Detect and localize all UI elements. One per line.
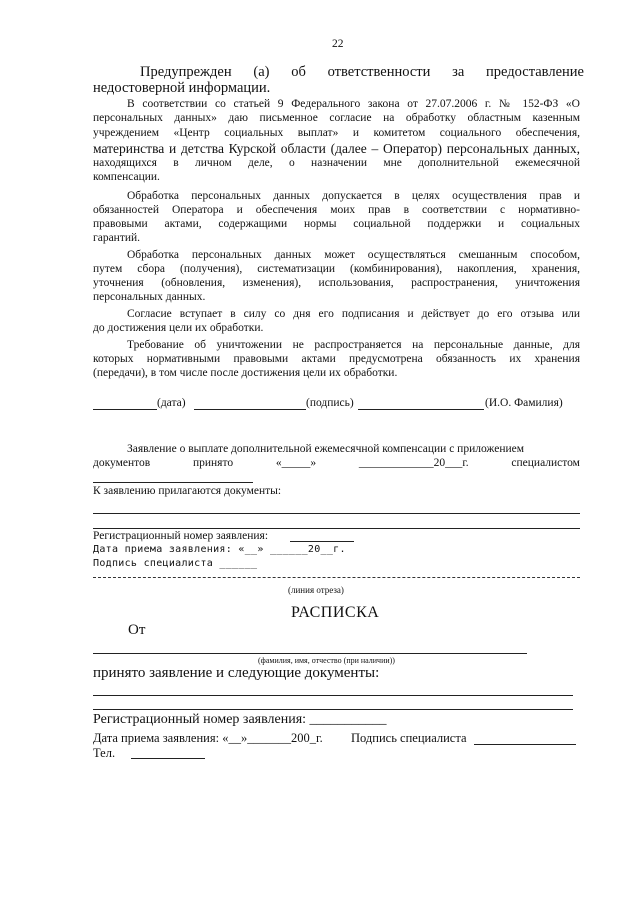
consent-p5-line: Требование об уничтожении не распространяется на персональные данные, для [127,339,580,351]
receipt-specialist-underline[interactable] [474,744,576,745]
acceptance-day-field[interactable]: «_____» [275,457,317,469]
consent-p5-line: (передачи), в том числе после достижения цели их обработки. [93,367,398,379]
signature-underline[interactable] [194,409,306,410]
documents-line[interactable] [93,513,580,514]
receipt-documents-line[interactable] [93,709,573,710]
receipt-date-received: Дата приема заявления: «__»_______200_г. [93,731,323,745]
warning-word: (а) [253,64,270,80]
cut-line-label: (линия отреза) [288,585,344,595]
receipt-specialist-sign-label: Подпись специалиста [351,731,467,745]
consent-p3-line: путем сбора (получения), систематизации (комбинирования), накопления, хранения, [93,263,580,275]
receipt-documents-line[interactable] [93,695,573,696]
warning-line-2: недостоверной информации. [93,80,271,96]
warning-word: ответственности [327,64,431,80]
reg-number-label: Регистрационный номер заявления: [93,530,269,542]
warning-line-1 [140,64,584,81]
acceptance-line-1: Заявление о выплате дополнительной ежемесячной компенсации с приложением [127,443,525,455]
consent-p4-line: Согласие вступает в силу со дня его подписания и действует до его отзыва или [127,308,580,320]
receipt-reg-number: Регистрационный номер заявления: ___________ [93,712,387,727]
date-received-label: Дата приема заявления: «__» ______20__г. [93,544,346,555]
attached-documents-label: К заявлению прилагаются документы: [93,485,282,497]
page-number: 22 [332,38,344,50]
consent-p2-line: правовыми актами, содержащими нормы социальной поддержки и социальных [93,218,580,230]
consent-p2-line: обязанностей Оператора и обеспечения моих прав в соответствии с нормативно- [93,204,580,216]
consent-p3-line: Обработка персональных данных может осуществляться смешанным способом, [127,249,580,261]
specialist-underline[interactable] [93,482,253,483]
fio-caption: (фамилия, имя, отчество (при наличии)) [258,656,395,665]
consent-p1-line: учреждением «Центр социальных выплат» и комитетом социального обеспечения, [93,127,580,139]
consent-p1-line: компенсации. [93,171,160,183]
acceptance-word: документов [93,457,151,469]
name-underline[interactable] [358,409,484,410]
consent-p1-line: персональных данных» даю письменное согласие на обработку областным казенным [93,112,580,124]
receipt-accepted-label: принято заявление и следующие документы: [93,665,380,681]
warning-word: предоставление [486,64,584,80]
acceptance-word: принято [192,457,234,469]
date-caption: (дата) [157,397,186,409]
receipt-title: РАСПИСКА [291,604,380,621]
warning-word: за [452,64,465,80]
acceptance-line-2 [93,457,580,469]
consent-p2-line: гарантий. [93,232,141,244]
warning-word: об [291,64,306,80]
consent-p1-line: материнства и детства Курской области (далее – Оператор) персональных данных, [93,141,580,156]
consent-p3-line: уточнения (обновления, изменения), использования, распространения, уничтожения [93,277,580,289]
receipt-phone-label: Тел. [93,746,116,760]
fio-underline[interactable] [93,653,527,654]
date-underline[interactable] [93,409,157,410]
consent-p1-line: В соответствии со статьей 9 Федерального закона от 27.07.2006 г. № 152-ФЗ «О [127,98,580,110]
name-caption: (И.О. Фамилия) [485,397,563,409]
consent-p2-line: Обработка персональных данных допускается в целях осуществления прав и [127,190,580,202]
signature-caption: (подпись) [306,397,354,409]
acceptance-date-field[interactable]: _____________20___г. [358,457,469,469]
warning-word: Предупрежден [140,64,232,80]
specialist-sign-label: Подпись специалиста ______ [93,558,258,569]
consent-p3-line: персональных данных. [93,291,206,303]
consent-p4-line: до достижения цели их обработки. [93,322,264,334]
documents-line[interactable] [93,528,580,529]
acceptance-word: специалистом [511,457,580,469]
cut-line [93,577,580,578]
consent-p5-line: которых нормативными правовыми актами предусмотрена обязанность их хранения [93,353,580,365]
receipt-from-label: От [128,622,146,638]
consent-p1-line: находящихся в личном деле, о назначении мне дополнительной ежемесячной [93,157,580,169]
reg-number-underline[interactable] [290,541,354,542]
receipt-phone-underline[interactable] [131,758,205,759]
